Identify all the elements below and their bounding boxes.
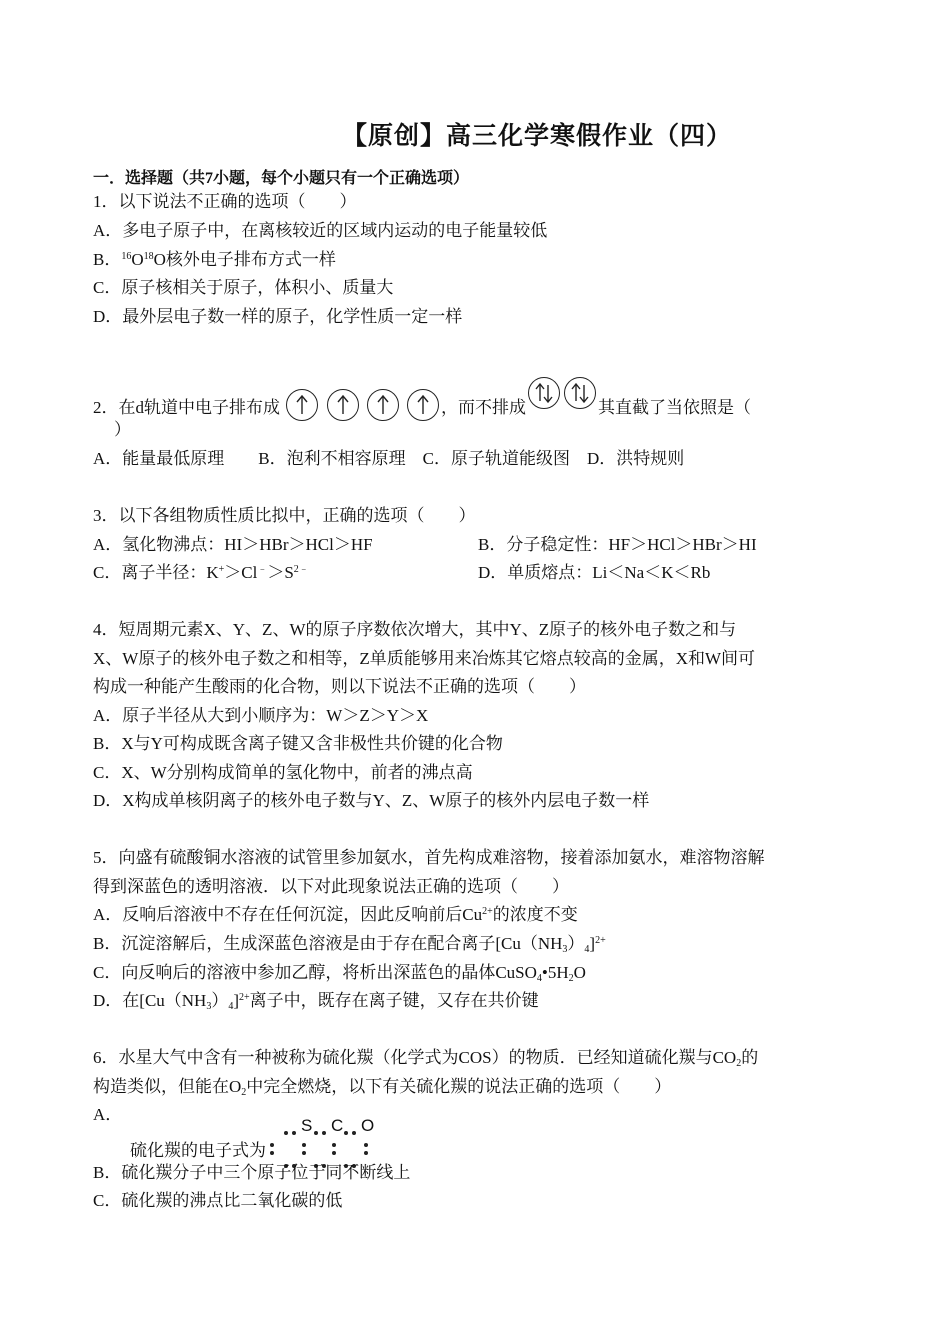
question-5-option-b: B．沉淀溶解后，生成深蓝色溶液是由于存在配合离子$[Cu(NH_3)_4]^{2+}$ [93,934,606,955]
question-6-option-c: C．硫化羰的沸点比二氧化碳的低 [93,1191,343,1210]
question-1-stem: 1．以下说法不正确的选项（ ） [93,192,357,211]
question-2-stem-end: ） [114,420,131,439]
up-arrow-orbital-icon [367,389,399,421]
question-3-option-b: B．分子稳定性：HF＞HCl＞HBr＞HI [478,535,757,554]
question-4-stem-line1: 4．短周期元素X、Y、Z、W的原子序数依次增大，其中Y、Z原子的核外电子数之和与 [93,620,737,639]
question-6-stem-line1: 6．水星大气中含有一种被称为硫化羰（化学式为COS）的物质．已经知道硫化羰与$CO_2$的 [93,1048,759,1069]
up-arrow-orbital-icon [327,389,359,421]
question-5-stem-line2: 得到深蓝色的透明溶液．以下对此现象说法正确的选项（ ） [93,877,569,896]
paired-arrows-orbital-icon [564,377,596,409]
paired-arrows-orbital-icon [528,377,560,409]
question-1-option-b: B．$^{16}O^{18}O$核外电子排布方式一样 [93,250,336,269]
section-heading: 一．选择题（共7小题，每个小题只有一个正确选项） [93,170,470,187]
question-4-stem-line2: X、W原子的核外电子数之和相等，Z单质能够用来冶炼其它熔点较高的金属，X和W间可 [93,649,756,668]
question-3-stem: 3．以下各组物质性质比拟中，正确的选项（ ） [93,506,476,525]
up-arrow-orbital-icon [407,389,439,421]
page-title: 【原创】高三化学寒假作业（四） [341,123,732,150]
question-4-option-d: D．X构成单核阴离子的核外电子数与Y、Z、W原子的核外内层电子数一样 [93,791,650,810]
question-2-stem: 2．在d轨道中电子排布成 ，而不排成 其直截了当依照是（ [93,381,751,421]
question-1-option-d: D．最外层电子数一样的原子，化学性质一定一样 [93,307,463,326]
lewis-atom-o: O [361,1116,375,1135]
question-6-stem-line2: 构造类似，但能在$O_2$中完全燃烧，以下有关硫化羰的说法正确的选项（ ） [93,1077,672,1098]
question-5-stem-line1: 5．向盛有硫酸铜水溶液的试管里参加氨水，首先构成难溶物，接着添加氨水，难溶物溶解 [93,848,765,867]
question-3-option-d: D．单质熔点：Li＜Na＜K＜Rb [478,563,711,582]
question-5-option-d: D．在$[Cu(NH_3)_4]^{2+}$离子中，既存在离子键，又存在共价键 [93,991,539,1012]
up-arrow-orbital-icon [286,389,318,421]
question-4-option-a: A．原子半径从大到小顺序为：W＞Z＞Y＞X [93,706,429,725]
question-6-option-b: B．硫化羰分子中三个原子位于同不断线上 [93,1163,411,1182]
question-3-option-c: C．离子半径：$K^+>Cl^﹣>S^{2﹣}$ [93,563,309,582]
question-4-option-c: C．X、W分别构成简单的氢化物中，前者的沸点高 [93,763,473,782]
question-4-stem-line3: 构成一种能产生酸雨的化合物，则以下说法不正确的选项（ ） [93,677,586,696]
question-1-option-a: A．多电子原子中，在离核较近的区域内运动的电子能量较低 [93,221,548,240]
question-3-option-a: A．氢化物沸点：HI＞HBr＞HCl＞HF [93,535,373,554]
question-6-option-a-label: A． [93,1105,123,1124]
question-1-option-c: C．原子核相关于原子，体积小、质量大 [93,278,394,297]
lewis-atom-c: C [331,1116,344,1135]
question-4-option-b: B．X与Y可构成既含离子键又含非极性共价键的化合物 [93,734,503,753]
question-2-options: A．能量最低原理 B．泡利不相容原理 C．原子轨道能级图 D．洪特规则 [93,449,685,468]
question-5-option-a: A．反响后溶液中不存在任何沉淀，因此反响前后$Cu^{2+}$的浓度不变 [93,905,578,924]
lewis-atom-s: S [301,1116,313,1135]
question-5-option-c: C．向反响后的溶液中参加乙醇，将析出深蓝色的晶体$CuSO_4•5H_2O$ [93,963,586,984]
question-6-option-a-text: 硫化羰的电子式为 [130,1128,378,1176]
